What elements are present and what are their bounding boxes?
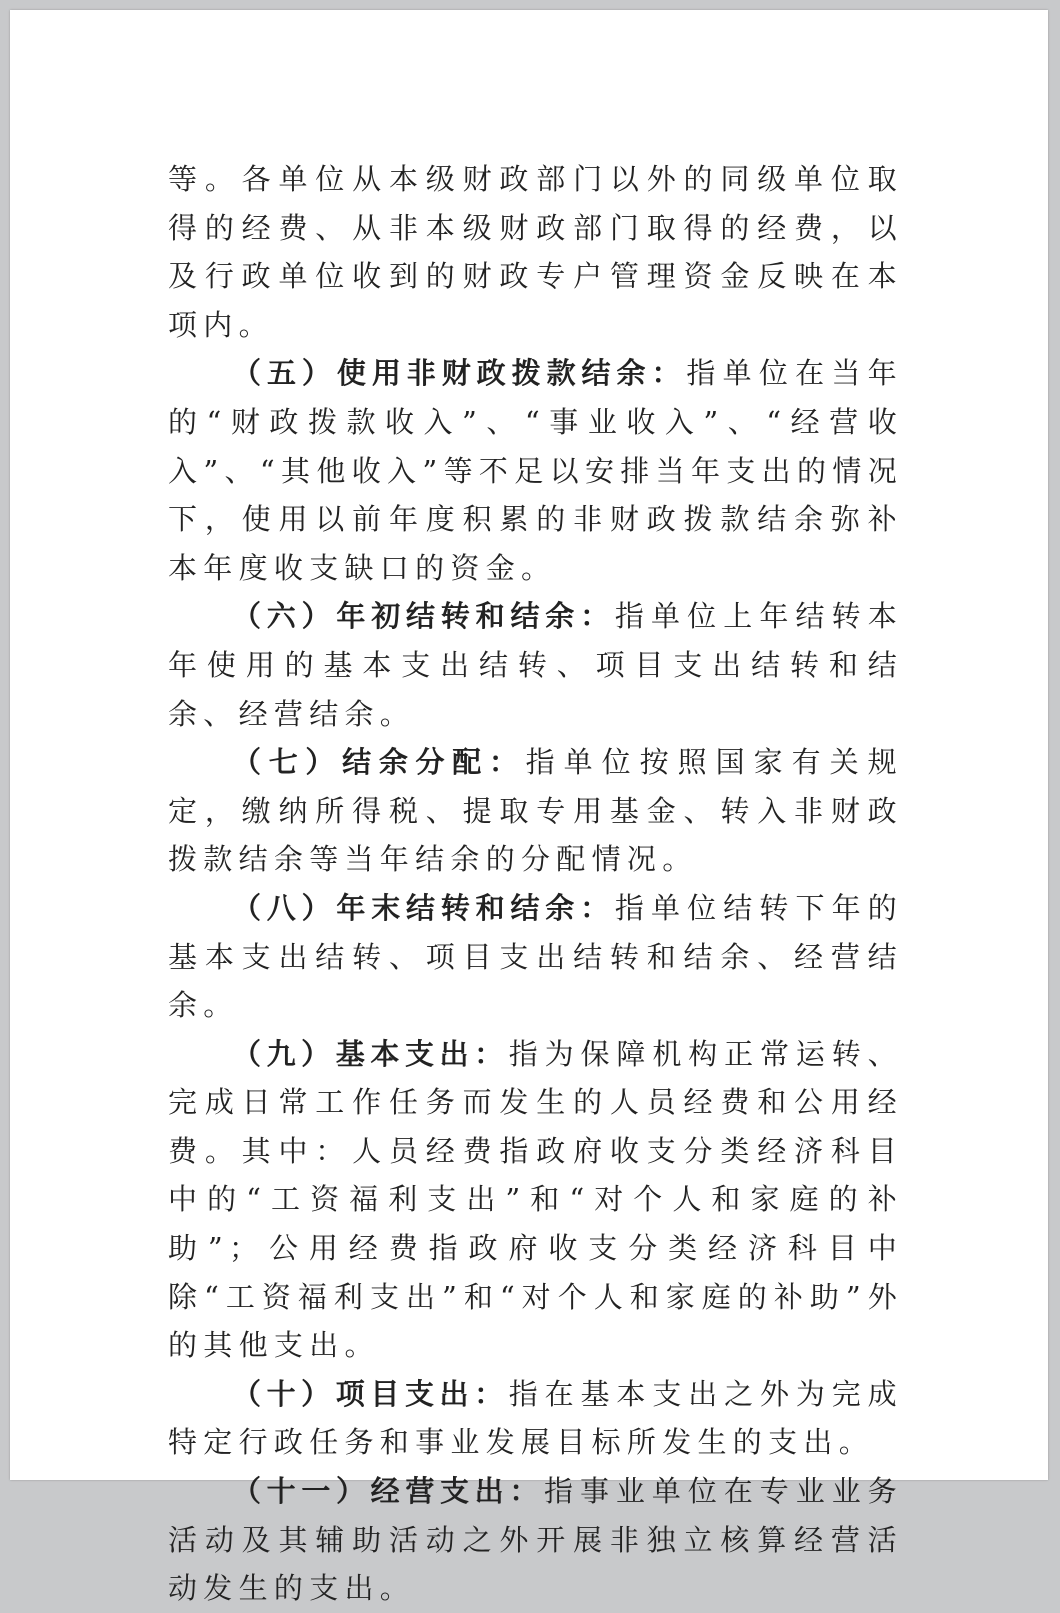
paragraph-item-11 bbox=[168, 1467, 903, 1613]
term-heading: （十一）经营支出： bbox=[232, 1474, 544, 1509]
paragraph-text: 指单位上年结转本年使用的基本支出结转、项目支出结转和结余、经营结余。 bbox=[168, 599, 903, 731]
paragraph-item-5 bbox=[168, 349, 903, 592]
term-heading: （六）年初结转和结余： bbox=[232, 599, 615, 634]
paragraph-continuation bbox=[168, 155, 903, 349]
term-heading: （七）结余分配： bbox=[232, 745, 526, 780]
paragraph-item-10 bbox=[168, 1370, 903, 1467]
term-heading: （十）项目支出： bbox=[232, 1376, 509, 1411]
paragraph-text: 指单位在当年的“财政拨款收入”、“事业收入”、“经营收入”、“其他收入”等不足以安排当年支出的情况下，使用以前年度积累的非财政拨款结余弥补本年度收支缺口的资金。 bbox=[168, 356, 903, 585]
paragraph-text: 指事业单位在专业业务活动及其辅助活动之外开展非独立核算经营活动发生的支出。 bbox=[168, 1474, 903, 1606]
paragraph-text: 指在基本支出之外为完成特定行政任务和事业发展目标所发生的支出。 bbox=[168, 1376, 903, 1460]
paragraph-item-8 bbox=[168, 884, 903, 1030]
paragraph-text: 指为保障机构正常运转、完成日常工作任务而发生的人员经费和公用经费。其中：人员经费指政府收支分类经济科目中的“工资福利支出”和“对个人和家庭的补助”；公用经费指政府收支分类经济科目中除“工资福利支出”和“对个人和家庭的补助”外的其他支出。 bbox=[168, 1036, 903, 1363]
term-heading: （五）使用非财政拨款结余： bbox=[232, 356, 687, 391]
term-heading: （九）基本支出： bbox=[232, 1036, 509, 1071]
term-heading: （八）年末结转和结余： bbox=[232, 890, 615, 925]
paragraph-text: 指单位按照国家有关规定，缴纳所得税、提取专用基金、转入非财政拨款结余等当年结余的分配情况。 bbox=[168, 745, 903, 877]
paragraph-item-9 bbox=[168, 1030, 903, 1370]
paragraph-item-7 bbox=[168, 738, 903, 884]
document-page bbox=[10, 10, 1048, 1606]
paragraph-item-6 bbox=[168, 592, 903, 738]
paragraph-text: 等。各单位从本级财政部门以外的同级单位取得的经费、从非本级财政部门取得的经费，以及行政单位收到的财政专户管理资金反映在本项内。 bbox=[168, 162, 903, 342]
document-body bbox=[168, 155, 903, 1613]
paragraph-text: 指单位结转下年的基本支出结转、项目支出结转和结余、经营结余。 bbox=[168, 890, 903, 1023]
